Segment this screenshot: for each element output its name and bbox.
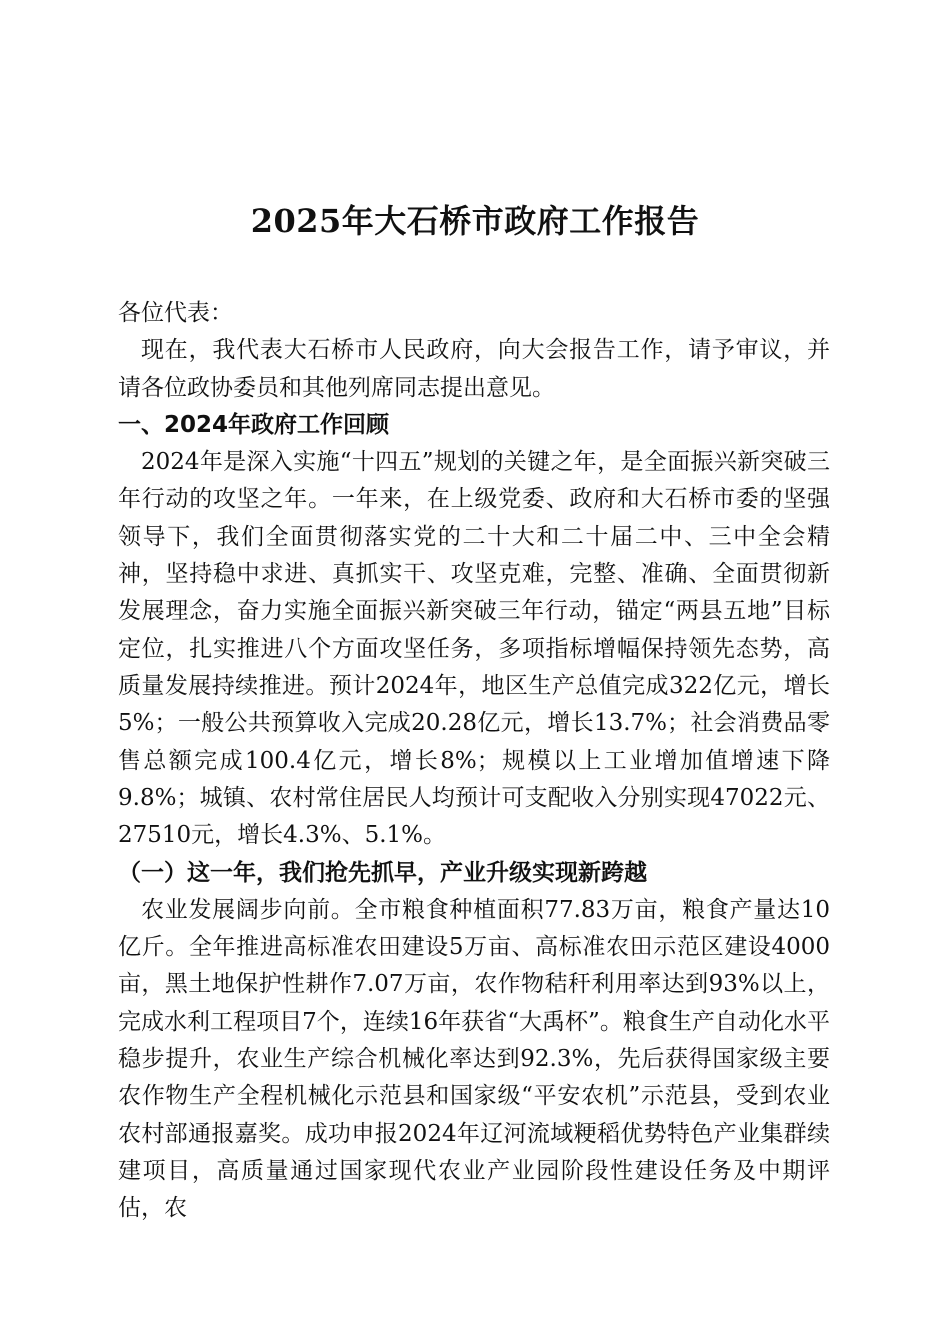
salutation: 各位代表：: [118, 300, 233, 326]
document-body: [118, 295, 830, 1227]
section-heading: 一、2024年政府工作回顾: [118, 411, 390, 438]
subsection-heading: （一）这一年，我们抢先抓早，产业升级实现新跨越: [118, 859, 647, 887]
intro-paragraph: 现在，我代表大石桥市人民政府，向大会报告工作，请予审议，并请各位政协委员和其他列席同志提出意见。: [118, 337, 830, 401]
review-paragraph: 2024年是深入实施“十四五”规划的关键之年，是全面振兴新突破三年行动的攻坚之年。一年来，在上级党委、政府和大石桥市委的坚强领导下，我们全面贯彻落实党的二十大和二十届二中、三中全会精神，坚持稳中求进、真抓实干、攻坚克难，完整、准确、全面贯彻新发展理念，奋力实施全面振兴新突破三年行动，锚定“两县五地”目标定位，扎实推进八个方面攻坚任务，多项指标增幅保持领先态势，高质量发展持续推进。预计2024年，地区生产总值完成322亿元，增长5%；一般公共预算收入完成20.28亿元，增长13.7%；社会消费品零售总额完成100.4亿元，增长8%；规模以上工业增加值增速下降9.8%；城镇、农村常住居民人均预计可支配收入分别实现47022元、27510元，增长4.3%、5.1%。: [118, 449, 830, 849]
document-title: 2025年大石桥市政府工作报告: [250, 202, 700, 240]
agriculture-paragraph: 农业发展阔步向前。全市粮食种植面积77.83万亩，粮食产量达10亿斤。全年推进高标准农田建设5万亩、高标准农田示范区建设4000亩，黑土地保护性耕作7.07万亩，农作物秸秆利用率达到93%以上，完成水利工程项目7个，连续16年获省“大禹杯”。粮食生产自动化水平稳步提升，农业生产综合机械化率达到92.3%，先后获得国家级主要农作物生产全程机械化示范县和国家级“平安农机”示范县，受到农业农村部通报嘉奖。成功申报2024年辽河流域粳稻优势特色产业集群续建项目，高质量通过国家现代农业产业园阶段性建设任务及中期评估，农: [118, 896, 830, 1222]
